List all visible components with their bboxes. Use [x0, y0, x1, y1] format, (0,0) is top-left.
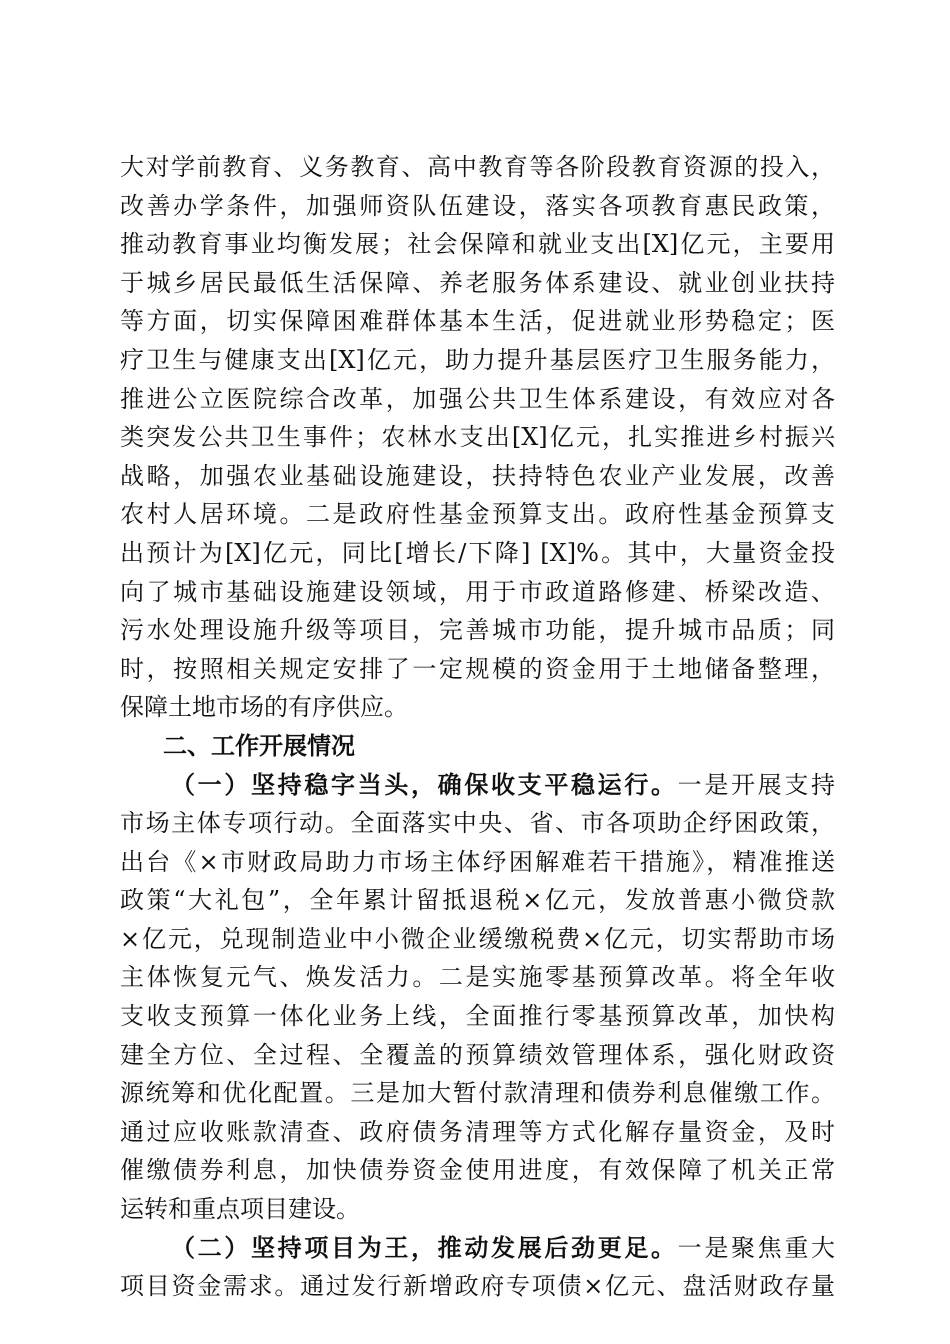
subsection-line	[120, 1229, 835, 1268]
text-line: 污水处理设施升级等项目，完善城市功能，提升城市品质；同	[120, 616, 835, 645]
text-line: 运转和重点项目建设。	[120, 1195, 360, 1224]
text-line: 保障土地市场的有序供应。	[120, 693, 408, 722]
text-run: 一是聚焦重大	[677, 1233, 835, 1262]
text-line: 等方面，切实保障困难群体基本生活，促进就业形势稳定；医	[120, 307, 835, 336]
text-line: 向了城市基础设施建设领域，用于市政道路修建、桥梁改造、	[120, 577, 835, 606]
text-line: 出预计为[X]亿元，同比[增长/下降] [X]%。其中，大量资金投	[120, 538, 835, 567]
text-line: 市场主体专项行动。全面落实中央、省、市各项助企纾困政策，	[120, 809, 835, 838]
text-line: 支收支预算一体化业务上线，全面推行零基预算改革，加快构	[120, 1002, 835, 1031]
text-line: 源统筹和优化配置。三是加大暂付款清理和债券利息催缴工作。	[120, 1079, 835, 1108]
text-line: 战略，加强农业基础设施建设，扶持特色农业产业发展，改善	[120, 461, 835, 490]
subsection-heading: （二）坚持项目为王，推动发展后劲更足。	[171, 1232, 678, 1262]
text-line: 于城乡居民最低生活保障、养老服务体系建设、就业创业扶持	[120, 268, 835, 297]
text-line: 改善办学条件，加强师资队伍建设，落实各项教育惠民政策，	[120, 191, 835, 220]
text-line: 农村人居环境。二是政府性基金预算支出。政府性基金预算支	[120, 500, 835, 529]
subsection-heading: （一）坚持稳字当头，确保收支平稳运行。	[171, 769, 678, 799]
text-line: 大对学前教育、义务教育、高中教育等各阶段教育资源的投入，	[120, 153, 835, 181]
text-line: 推动教育事业均衡发展；社会保障和就业支出[X]亿元，主要用	[120, 230, 835, 259]
text-line: 催缴债券利息，加快债券资金使用进度，有效保障了机关正常	[120, 1156, 835, 1185]
text-line: 出台《×市财政局助力市场主体纾困解难若干措施》，精准推送	[120, 847, 835, 876]
text-line: 项目资金需求。通过发行新增政府专项债×亿元、盘活财政存量	[120, 1272, 835, 1301]
text-line: 政策“大礼包”，全年累计留抵退税×亿元，发放普惠小微贷款	[120, 886, 835, 915]
text-line: 建全方位、全过程、全覆盖的预算绩效管理体系，强化财政资	[120, 1040, 835, 1069]
text-line: 类突发公共卫生事件；农林水支出[X]亿元，扎实推进乡村振兴	[120, 423, 835, 452]
text-line: 通过应收账款清查、政府债务清理等方式化解存量资金，及时	[120, 1117, 835, 1146]
text-line: 推进公立医院综合改革，加强公共卫生体系建设，有效应对各	[120, 384, 835, 413]
text-run: 一是开展支持	[677, 770, 835, 799]
body-text	[120, 148, 835, 1306]
subsection-line	[120, 766, 835, 805]
text-line: ×亿元，兑现制造业中小微企业缓缴税费×亿元，切实帮助市场	[120, 924, 835, 953]
text-line: 疗卫生与健康支出[X]亿元，助力提升基层医疗卫生服务能力，	[120, 345, 835, 374]
text-line: 主体恢复元气、焕发活力。二是实施零基预算改革。将全年收	[120, 963, 835, 992]
text-line: 时，按照相关规定安排了一定规模的资金用于土地储备整理，	[120, 654, 835, 683]
section-heading: 二、工作开展情况	[163, 730, 355, 760]
